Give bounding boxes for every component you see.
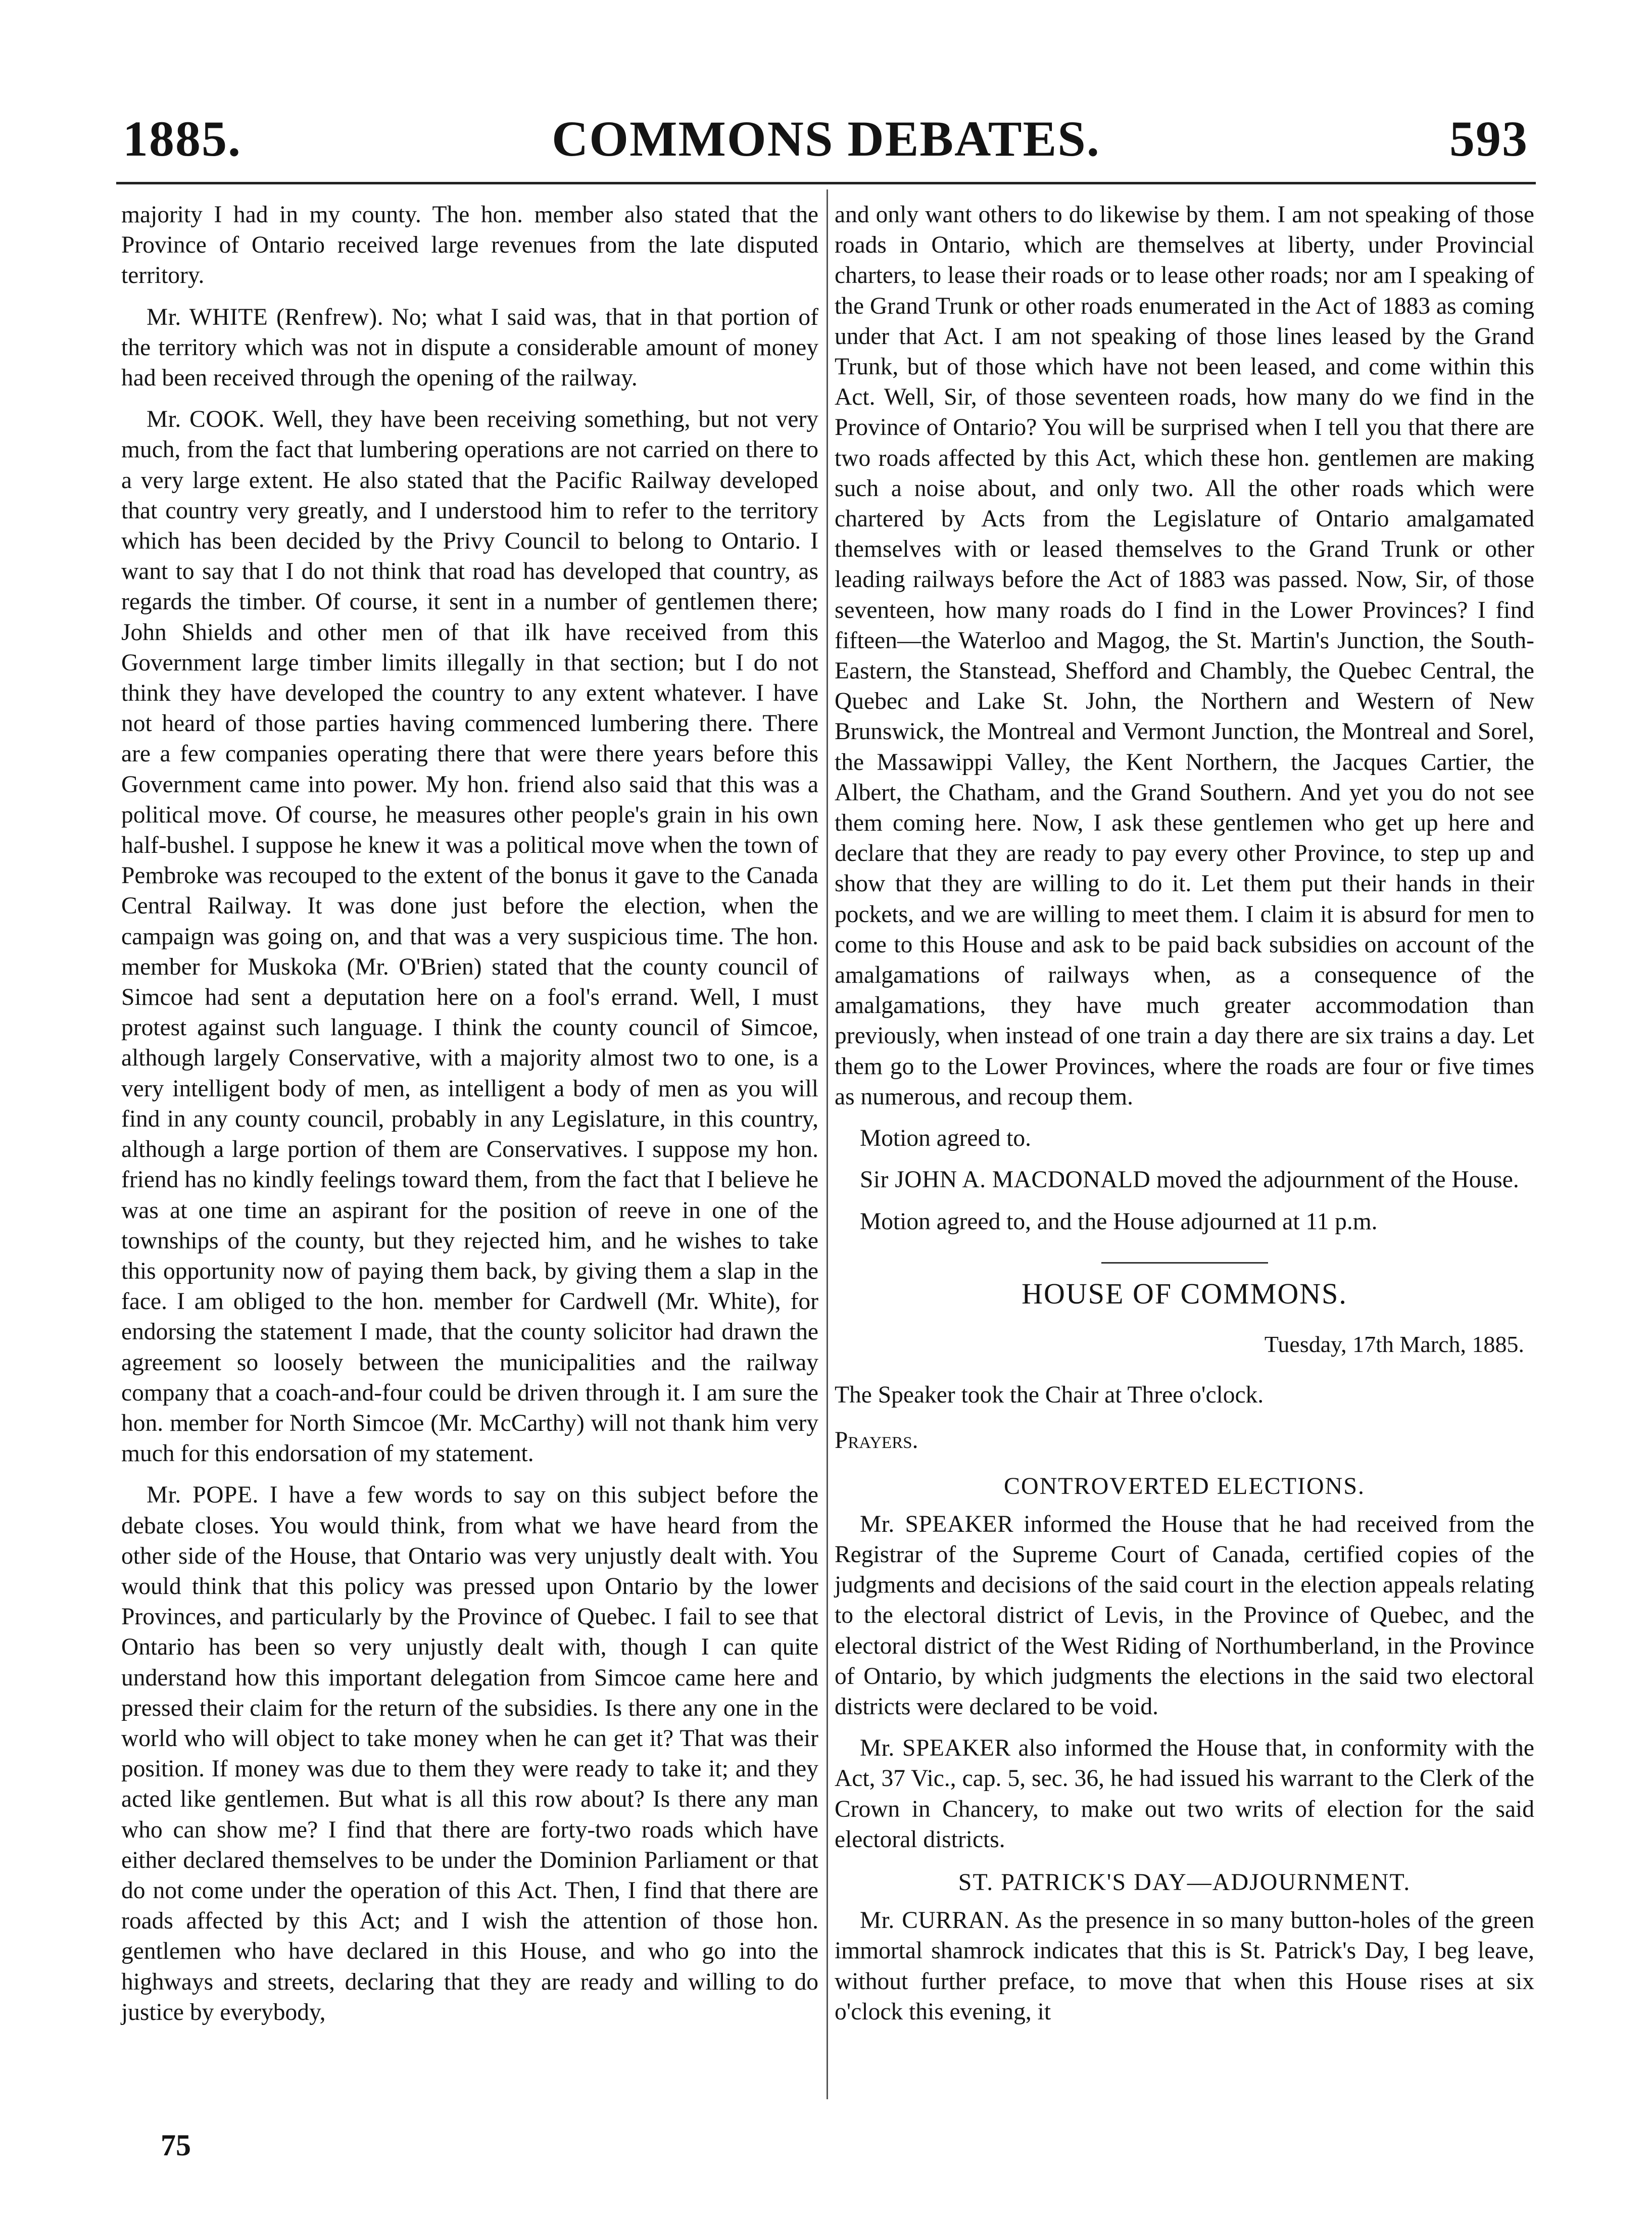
paragraph	[835, 1123, 1534, 1153]
paragraph-text: Well, they have been receiving something, but not very much, from the fact that lumbering operations are not carried on there to a very large extent. He also stated that the Pacific Railway developed that country very greatly, and I understood him to refer to the territory which has been decided by the Privy Council to belong to Ontario. I want to say that I do not think that road has developed that country, as regards the timber. Of course, it sent in a number of gentlemen there; John Shields and other men of that ilk have received from this Government large timber limits illegally in that section; but I do not think they have developed the country to any extent whatever. I have not heard of those parties having commenced lumbering there. There are a few companies operating there that were there years before this Government came into power. My hon. friend also said that this was a political move. Of course, he measures other people's grain in his own half-bushel. I suppose he knew it was a political move when the town of Pembroke was recouped to the extent of the bonus it gave to the Canada Central Railway. It was done just before the election, when the campaign was going on, and that was a very suspicious time. The hon. member for Muskoka (Mr. O'Brien) stated that the county council of Simcoe had sent a deputation here on a fool's errand. Well, I must protest against such language. I think the county council of Simcoe, although largely Conservative, with a majority almost two to one, is a very intelligent body of men, as intelligent a body of men as you will find in any county council, probably in any Legislature, in this country, although a large portion of them are Conservatives. I suppose my hon. friend has no kindly feelings toward them, from the fact that I believe he was at one time an aspirant for the position of reeve in one of the townships of the county, but they rejected him, and he wishes to take this opportunity now of paying them back, by giving them a slap in the face. I am obliged to the hon. member for Cardwell (Mr. White), for endorsing the statement I made, that the county solicitor had drawn the agreement so loosely between the municipalities and the railway company that a coach-and-four could be driven through it. I am sure the hon. member for North Simcoe (Mr. McCarthy) will not thank him very much for this endorsation of my statement.	[121, 406, 818, 1467]
sitting-date: Tuesday, 17th March, 1885.	[1264, 1331, 1524, 1357]
house-heading: HOUSE OF COMMONS.	[1022, 1277, 1347, 1310]
paragraph	[121, 404, 818, 1469]
speaker-name: Sir JOHN A. MACDONALD	[860, 1167, 1151, 1193]
paragraph	[835, 200, 1534, 1112]
header-title: COMMONS DEBATES.	[552, 111, 1100, 167]
section-rule	[1101, 1262, 1268, 1264]
section-heading: CONTROVERTED ELECTIONS.	[1003, 1472, 1366, 1500]
left-column	[121, 200, 818, 2039]
speaker-name: Mr. SPEAKER	[860, 1735, 1011, 1762]
paragraph	[835, 1206, 1534, 1237]
speaker-name: Mr. COOK.	[147, 406, 265, 433]
paragraph-text: informed the House that he had received from the Registrar of the Supreme Court of Canada, certified copies of the judgments and decisions of the said court in the election appeals relating to the electoral district of Levis, in the Province of Quebec, and the electoral district of the West Riding of Northumberland, in the Province of Ontario, by which judgments the elections in the said two electoral districts were declared to be void.	[835, 1511, 1534, 1720]
header-rule	[116, 182, 1536, 184]
prayers: Prayers.	[835, 1427, 918, 1454]
paragraph-text: Motion agreed to, and the House adjourned at 11 p.m.	[860, 1208, 1378, 1235]
paragraph-text: and only want others to do likewise by them. I am not speaking of those roads in Ontario, which are themselves at liberty, under Provincial charters, to lease their roads or to lease other roads; nor am I speaking of the Grand Trunk or other roads enumerated in the Act of 1883 as coming under that Act. I am not speaking of those lines leased by the Grand Trunk, but of those which have not been leased, and come within this Act. Well, Sir, of those seventeen roads, how many do we find in the Province of Ontario? You will be surprised when I tell you that there are two roads affected by this Act, which these hon. gentlemen are making such a noise about, and only two. All the other roads which were chartered by Acts from the Legislature of Ontario amalgamated themselves with or leased themselves to the Grand Trunk or other leading railways before the Act of 1883 was passed. Now, Sir, of those seventeen, how many roads do I find in the Lower Provinces? I find fifteen—the Waterloo and Magog, the St. Martin's Junction, the South-Eastern, the Stanstead, Shefford and Chambly, the Quebec Central, the Quebec and Lake St. John, the Northern and Western of New Brunswick, the Montreal and Vermont Junction, the Montreal and Sorel, the Massawippi Valley, the Kent Northern, the Jacques Cartier, the Albert, the Chatham, and the Grand Southern. And yet you do not see them coming here. Now, I ask these gentlemen who get up here and declare that they are ready to pay every other Province, to step up and show that they are willing to do it. Let them put their hands in their pockets, and we are willing to meet them. I claim it is absurd for men to come to this House and ask to be paid back subsidies on account of the amalgamations of railways when, as a consequence of the amalgamations, they have much greater accommodation than previously, when instead of one train a day there are six trains a day. Let them go to the Lower Provinces, where the roads are four or five times as numerous, and recoup them.	[835, 202, 1534, 1110]
paragraph-text: No; what I said was, that in that portion of the territory which was not in dispute a considerable amount of money had been received through the opening of the railway.	[121, 304, 818, 392]
paragraph	[835, 1905, 1534, 2027]
paragraph-text: also informed the House that, in conformity with the Act, 37 Vic., cap. 5, sec. 36, he had issued his warrant to the Clerk of the Crown in Chancery, to make out two writs of election for the said electoral districts.	[835, 1735, 1534, 1853]
paragraph	[835, 1509, 1534, 1722]
speaker-took-chair: The Speaker took the Chair at Three o'clock.	[835, 1382, 1264, 1409]
speaker-name: Mr. SPEAKER	[860, 1511, 1014, 1537]
speaker-name: Mr. POPE.	[147, 1482, 259, 1509]
paragraph	[121, 1480, 818, 2027]
speaker-name: Mr. WHITE (Renfrew).	[147, 304, 384, 330]
header-year: 1885.	[123, 111, 241, 167]
right-column	[835, 200, 1534, 2038]
header-page-number: 593	[1449, 111, 1528, 167]
paragraph	[835, 1733, 1534, 1855]
printer-signature: 75	[161, 2129, 191, 2162]
paragraph-text: Motion agreed to.	[860, 1125, 1032, 1152]
speaker-name: Mr. CURRAN.	[860, 1907, 1010, 1934]
paragraph-text: As the presence in so many button-holes of the green immortal shamrock indicates that this is St. Patrick's Day, I beg leave, without further preface, to move that when this House rises at six o'clock this evening, it	[835, 1907, 1534, 2025]
paragraph-text: majority I had in my county. The hon. member also stated that the Province of Ontario received large revenues from the late disputed territory.	[121, 202, 818, 289]
paragraph-text: moved the adjournment of the House.	[1150, 1167, 1519, 1193]
column-divider	[827, 189, 828, 2099]
paragraph-text: I have a few words to say on this subject before the debate closes. You would think, from what we have heard from the other side of the House, that Ontario was very unjustly dealt with. You would think that this policy was pressed upon Ontario by the lower Provinces, and particularly by the Province of Quebec. I fail to see that Ontario has been so very unjustly dealt with, though I can quite understand how this important delegation from Simcoe came here and pressed their claim for the return of the subsidies. Is there any one in the world who will object to take money when he can get it? That was their position. If money was due to them they were ready to take it; and they acted like gentlemen. But what is all this row about? Is there any man who can show me? I find that there are forty-two roads which have either declared themselves to be under the Dominion Parliament or that do not come under the operation of this Act. Then, I find that there are roads affected by this Act; and I wish the attention of those hon. gentlemen who have declared in this House, and who go into the highways and streets, declaring that they are ready and willing to do justice by everybody,	[121, 1482, 818, 2025]
section-heading: ST. PATRICK'S DAY—ADJOURNMENT.	[958, 1868, 1411, 1896]
page-header	[119, 109, 1533, 174]
paragraph	[121, 302, 818, 394]
paragraph	[121, 200, 818, 291]
paragraph	[835, 1165, 1534, 1195]
